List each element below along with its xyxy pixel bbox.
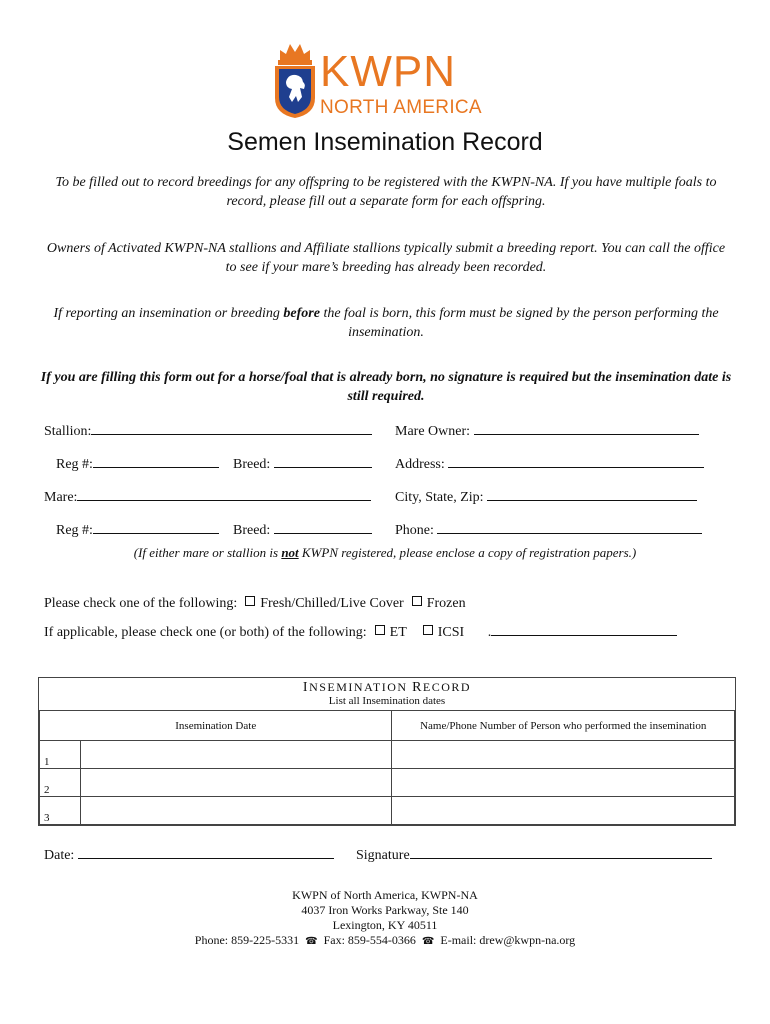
- mare-label: Mare:: [44, 490, 78, 505]
- footer-email[interactable]: E-mail: drew@kwpn-na.org: [440, 933, 576, 947]
- logo-subtitle: NORTH AMERICA: [320, 97, 482, 118]
- applicable-dot: .: [487, 625, 492, 640]
- checkbox-icon[interactable]: [245, 596, 255, 606]
- record-grid: [39, 710, 735, 825]
- record-subtitle: List all Insemination dates: [328, 695, 446, 707]
- phone-input-line[interactable]: [437, 519, 702, 534]
- mare-reg-input-line[interactable]: [93, 519, 219, 534]
- phone-icon: ☎: [421, 936, 435, 947]
- checkbox-icon[interactable]: [375, 625, 385, 635]
- stallion-reg-field: [56, 453, 219, 474]
- date-cell[interactable]: [81, 769, 392, 797]
- row-number: 1: [40, 741, 81, 769]
- footer-street: 4037 Iron Works Parkway, Ste 140: [301, 903, 469, 917]
- checkbox-icon[interactable]: [412, 596, 422, 606]
- mare-reg-field: [56, 519, 219, 540]
- semen-type-label: Please check one of the following:: [44, 596, 238, 611]
- footer-address: [0, 888, 770, 949]
- date-cell[interactable]: [81, 797, 392, 825]
- instructions-paragraph-4: If you are filling this form out for a horse/foal that is already born, no signature is required but the insemination date is still required.: [40, 370, 732, 404]
- date-input-line[interactable]: [78, 844, 334, 859]
- col-performer: Name/Phone Number of Person who performed the insemination: [392, 711, 735, 741]
- table-row: [40, 741, 735, 769]
- option-frozen: Frozen: [426, 596, 466, 611]
- option-et: ET: [389, 625, 407, 640]
- date-label: Date:: [44, 848, 75, 863]
- applicable-row: [44, 621, 677, 642]
- applicable-label: If applicable, please check one (or both) of the following:: [44, 625, 367, 640]
- stallion-reg-label: Reg #:: [56, 457, 93, 472]
- stallion-input-line[interactable]: [91, 420, 372, 435]
- semen-type-row: [44, 595, 466, 613]
- registration-note: (If either mare or stallion is not KWPN registered, please enclose a copy of registration papers.): [133, 545, 637, 560]
- footer-org: KWPN of North America, KWPN-NA: [292, 888, 478, 902]
- phone-icon: ☎: [305, 936, 318, 947]
- mare-owner-field: [395, 420, 699, 441]
- page-title: Semen Insemination Record: [227, 128, 543, 156]
- address-field: [395, 453, 704, 474]
- table-header-row: [40, 711, 735, 741]
- mare-reg-label: Reg #:: [56, 523, 93, 538]
- row-number: 3: [40, 797, 81, 825]
- applicable-input-line[interactable]: [491, 621, 677, 636]
- instructions-paragraph-1: To be filled out to record breedings for any offspring to be registered with the KWPN-NA. If you have multiple foals to record, please fill out a separate form for each offspring.: [55, 175, 717, 209]
- kwpn-logo: [272, 42, 498, 122]
- stallion-breed-input-line[interactable]: [274, 453, 372, 468]
- footer-contact: [0, 933, 770, 949]
- insemination-record-table: [38, 677, 736, 826]
- city-state-zip-field: [395, 486, 697, 507]
- date-cell[interactable]: [81, 741, 392, 769]
- mare-breed-field: [233, 519, 372, 540]
- mare-breed-label: Breed:: [233, 523, 271, 538]
- footer-city: Lexington, KY 40511: [332, 918, 438, 932]
- option-icsi: ICSI: [437, 625, 465, 640]
- stallion-reg-input-line[interactable]: [93, 453, 219, 468]
- row-number: 2: [40, 769, 81, 797]
- performer-cell[interactable]: [392, 797, 735, 825]
- col-insemination-date: Insemination Date: [40, 711, 392, 741]
- mare-breed-input-line[interactable]: [274, 519, 372, 534]
- performer-cell[interactable]: [392, 741, 735, 769]
- footer-phone: Phone: 859-225-5331: [194, 933, 300, 947]
- mare-input-line[interactable]: [77, 486, 371, 501]
- phone-field: [395, 519, 702, 540]
- footer-fax: Fax: 859-554-0366: [323, 933, 416, 947]
- mare-field: [44, 486, 371, 507]
- performer-cell[interactable]: [392, 769, 735, 797]
- stallion-breed-field: [233, 453, 372, 474]
- record-title: INSEMINATION RECORD: [302, 680, 472, 695]
- stallion-label: Stallion:: [44, 424, 92, 439]
- address-label: Address:: [395, 457, 445, 472]
- stallion-breed-label: Breed:: [233, 457, 271, 472]
- signature-input-line[interactable]: [410, 844, 712, 859]
- lion-shield-icon: [272, 42, 318, 118]
- city-state-zip-label: City, State, Zip:: [395, 490, 484, 505]
- signature-field: [356, 844, 712, 865]
- date-field: [44, 844, 334, 865]
- city-state-zip-input-line[interactable]: [487, 486, 697, 501]
- logo-name: KWPN: [320, 47, 456, 96]
- instructions-paragraph-2: Owners of Activated KWPN-NA stallions and Affiliate stallions typically submit a breeding report. You can call the office to see if your mare’s breeding has already been recorded.: [46, 241, 726, 275]
- table-row: [40, 769, 735, 797]
- address-input-line[interactable]: [448, 453, 704, 468]
- checkbox-icon[interactable]: [423, 625, 433, 635]
- table-row: [40, 797, 735, 825]
- mare-owner-label: Mare Owner:: [395, 424, 471, 439]
- instructions-paragraph-3: If reporting an insemination or breeding before the foal is born, this form must be signed by the person performing the insemination.: [53, 306, 719, 340]
- signature-label: Signature: [356, 848, 410, 863]
- mare-owner-input-line[interactable]: [474, 420, 699, 435]
- option-fresh-chilled: Fresh/Chilled/Live Cover: [260, 596, 404, 611]
- stallion-field: [44, 420, 372, 441]
- phone-label: Phone:: [395, 523, 434, 538]
